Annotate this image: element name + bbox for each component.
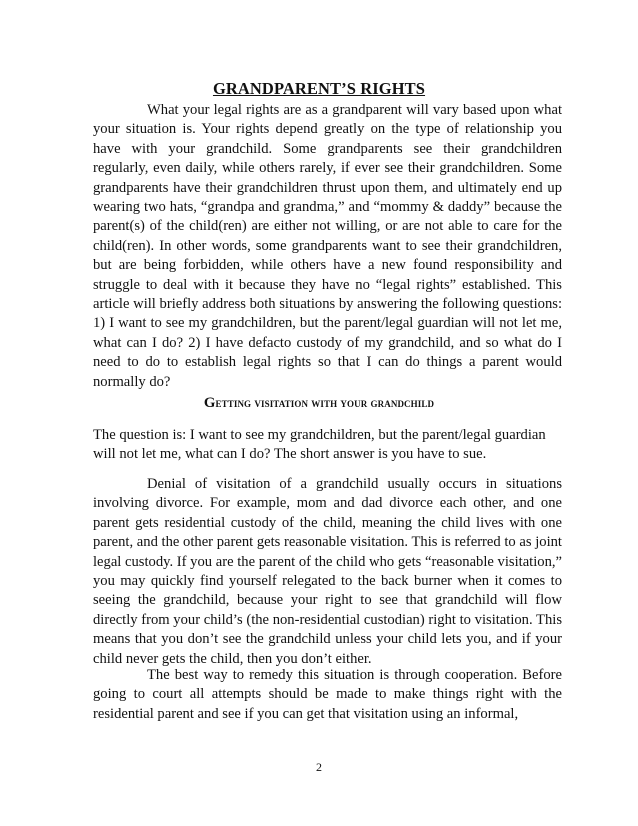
page-number: 2: [316, 760, 322, 774]
section-heading-initial: G: [203, 395, 216, 411]
page-title: GRANDPARENT’S RIGHTS: [212, 79, 426, 98]
denial-paragraph: Denial of visitation of a grandchild usually occurs in situations involving divorce. For example, mom and dad divorce each other, and one parent gets residential custody of the child, meaning the child lives with one parent, and the other parent gets reasonable visitation. This is referred to as joint legal custody. If you are the parent of the child who gets “reasonable visitation,” you may quickly find yourself relegated to the back burner when it comes to seeing the grandchild, because your right to see that grandchild will flow directly from your child’s (the non-residential custodian) right to visitation. This means that you don’t see the grandchild unless your child lets you, and if your child never gets the child, then you don’t either.: [93, 476, 562, 667]
intro-paragraph: What your legal rights are as a grandparent will vary based upon what your situation is. Your rights depend greatly on the type of relationship you have with your grandchild. Some grandparents see their grandchildren regularly, even daily, while others rarely, if ever see their grandchildren. Some grandparents have their grandchildren thrust upon them, and ultimately end up wearing two hats, “grandpa and grandma,” and “mommy & daddy” because the parent(s) of the child(ren) are either not willing, or are not able to care for the child(ren). In other words, some grandparents want to see their grandchildren, but are being forbidden, while others have a new found responsibility and struggle to deal with it because they have no “legal rights” established. This article will briefly address both situations by answering the following questions: 1) I want to see my grandchildren, but the parent/legal guardian will not let me, what can I do? 2) I have defacto custody of my grandchild, and so what do I need to do to establish legal rights so that I can do things a parent would normally do?: [93, 102, 562, 390]
section-heading: [0, 395, 638, 412]
question-paragraph: The question is: I want to see my grandchildren, but the parent/legal guardian will not let me, what can I do? The short answer is you have to sue.: [93, 427, 546, 463]
section-heading-text: etting visitation with your grandchild: [215, 396, 435, 410]
remedy-paragraph: The best way to remedy this situation is through cooperation. Before going to court all attempts should be made to make things right with the residential parent and see if you can get that visitation using an informal,: [93, 667, 562, 722]
